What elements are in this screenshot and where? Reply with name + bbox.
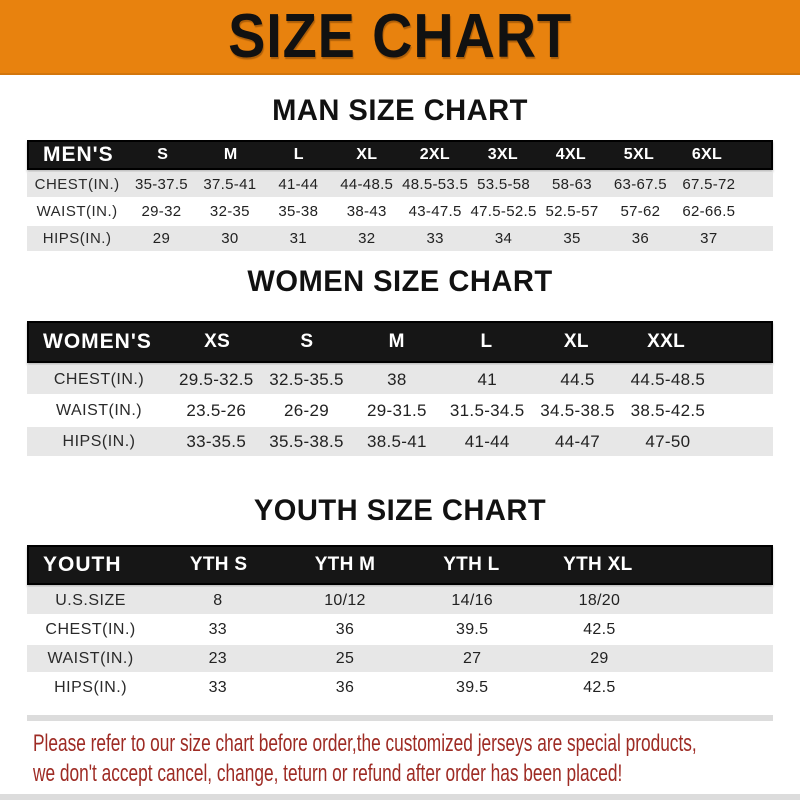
table-row: [27, 396, 773, 425]
divider-bar-top: [27, 715, 773, 721]
size-column-header: S: [157, 146, 169, 163]
row-label: WAIST(IN.): [47, 649, 134, 667]
table-header-band: [27, 140, 773, 170]
size-value-cell: 8: [213, 591, 223, 609]
table-group-label: MEN'S: [43, 143, 114, 166]
size-column-header: M: [388, 331, 405, 352]
size-value-cell: 57-62: [620, 203, 661, 220]
size-value-cell: 35: [563, 230, 581, 247]
size-value-cell: 62-66.5: [682, 203, 736, 220]
disclaimer-line-2: we don't accept cancel, change, teturn or refund after order has been placed!: [33, 760, 623, 787]
size-value-cell: 32-35: [209, 203, 250, 220]
size-value-cell: 31: [289, 230, 307, 247]
size-value-cell: 23.5-26: [186, 400, 247, 420]
size-value-cell: 34: [494, 230, 513, 247]
size-value-cell: 36: [631, 230, 650, 247]
size-value-cell: 37.5-41: [203, 176, 257, 193]
row-label: CHEST(IN.): [45, 620, 136, 638]
size-value-cell: 42.5: [583, 678, 616, 696]
size-value-cell: 32.5-35.5: [269, 369, 344, 389]
size-value-cell: 43-47.5: [408, 203, 462, 220]
divider-bar-bottom: [0, 794, 800, 800]
size-column-header: YTH XL: [563, 554, 633, 575]
table-row: [27, 616, 773, 643]
size-value-cell: 25: [335, 649, 355, 667]
table-row: [27, 226, 773, 251]
table-row: [27, 427, 773, 456]
men-size-table: [27, 140, 773, 251]
size-value-cell: 35-37.5: [134, 176, 188, 193]
table-group-label: YOUTH: [43, 553, 122, 576]
size-value-cell: 44.5-48.5: [630, 369, 706, 389]
size-value-cell: 10/12: [324, 591, 366, 609]
size-value-cell: 35-38: [278, 203, 319, 220]
banner-title: SIZE CHART: [228, 1, 572, 71]
size-column-header: L: [293, 146, 304, 163]
size-value-cell: 44-48.5: [340, 176, 394, 193]
disclaimer-note: [33, 729, 800, 789]
row-label: WAIST(IN.): [36, 203, 118, 220]
table-header-band: [27, 545, 773, 585]
size-value-cell: 58-63: [552, 176, 592, 193]
disclaimer-line-1: Please refer to our size chart before order,the customized jerseys are special products,: [33, 730, 697, 757]
size-value-cell: 29: [590, 649, 609, 667]
size-value-cell: 32: [358, 230, 376, 247]
row-label: HIPS(IN.): [54, 678, 128, 696]
size-column-header: L: [480, 331, 493, 352]
size-column-header: 4XL: [555, 146, 586, 163]
table-row: [27, 587, 773, 614]
size-value-cell: 48.5-53.5: [402, 176, 469, 193]
size-column-header: M: [223, 146, 238, 163]
size-value-cell: 37: [700, 230, 718, 247]
size-value-cell: 23: [208, 649, 227, 667]
size-value-cell: 41-44: [278, 176, 319, 193]
size-value-cell: 31.5-34.5: [449, 400, 525, 420]
size-value-cell: 33: [208, 678, 227, 696]
size-value-cell: 38.5-42.5: [630, 400, 706, 420]
size-value-cell: 44.5: [560, 369, 595, 389]
youth-size-table: [27, 545, 773, 701]
size-column-header: YTH M: [314, 554, 376, 575]
table-group-label: WOMEN'S: [43, 330, 152, 353]
size-column-header: 5XL: [623, 146, 655, 163]
size-value-cell: 47-50: [645, 431, 691, 451]
table-header-band: [27, 321, 773, 363]
size-value-cell: 52.5-57: [545, 203, 599, 220]
size-column-header: S: [300, 331, 314, 352]
men-section-title: MAN SIZE CHART: [272, 94, 528, 127]
size-value-cell: 38-43: [346, 203, 387, 220]
row-label: U.S.SIZE: [55, 591, 126, 609]
row-label: HIPS(IN.): [42, 230, 112, 247]
size-value-cell: 27: [462, 649, 482, 667]
table-row: [27, 365, 773, 394]
table-row: [27, 172, 773, 197]
size-column-header: 3XL: [487, 146, 518, 163]
size-value-cell: 29-32: [141, 203, 182, 220]
size-value-cell: 53.5-58: [477, 176, 531, 193]
table-row: [27, 645, 773, 672]
size-column-header: XL: [356, 146, 378, 163]
size-value-cell: 41: [477, 369, 497, 389]
size-column-header: 2XL: [419, 146, 450, 163]
size-column-header: XS: [204, 331, 231, 352]
size-value-cell: 35.5-38.5: [269, 431, 344, 451]
table-row: [27, 199, 773, 224]
size-value-cell: 33-35.5: [186, 431, 247, 451]
size-value-cell: 47.5-52.5: [470, 203, 537, 220]
size-value-cell: 38: [387, 369, 407, 389]
size-column-header: XXL: [647, 331, 686, 352]
size-value-cell: 63-67.5: [613, 176, 667, 193]
size-value-cell: 39.5: [456, 678, 489, 696]
size-value-cell: 33: [208, 620, 227, 638]
size-value-cell: 18/20: [578, 591, 621, 609]
size-value-cell: 33: [426, 230, 444, 247]
table-row: [27, 674, 773, 701]
size-value-cell: 26-29: [284, 400, 330, 420]
size-value-cell: 42.5: [583, 620, 616, 638]
row-label: HIPS(IN.): [62, 432, 136, 450]
size-column-header: YTH S: [189, 554, 248, 575]
size-column-header: YTH L: [443, 554, 500, 575]
size-value-cell: 29-31.5: [366, 400, 427, 420]
size-value-cell: 34.5-38.5: [540, 400, 615, 420]
size-value-cell: 39.5: [456, 620, 489, 638]
size-value-cell: 41-44: [464, 431, 510, 451]
size-value-cell: 14/16: [451, 591, 493, 609]
size-column-header: 6XL: [691, 146, 723, 163]
women-section-title: WOMEN SIZE CHART: [247, 265, 553, 298]
size-value-cell: 36: [335, 620, 355, 638]
youth-section-title: YOUTH SIZE CHART: [253, 494, 547, 527]
size-value-cell: 29.5-32.5: [178, 369, 254, 389]
size-value-cell: 36: [335, 678, 355, 696]
size-value-cell: 38.5-41: [366, 431, 427, 451]
size-value-cell: 67.5-72: [682, 176, 736, 193]
row-label: WAIST(IN.): [55, 401, 143, 419]
women-size-table: [27, 321, 773, 456]
size-value-cell: 30: [221, 230, 239, 247]
row-label: CHEST(IN.): [53, 370, 145, 388]
size-value-cell: 29: [152, 230, 171, 247]
row-label: CHEST(IN.): [34, 176, 120, 193]
size-chart-banner: [0, 0, 800, 75]
size-value-cell: 44-47: [555, 431, 601, 451]
size-column-header: XL: [563, 331, 589, 352]
